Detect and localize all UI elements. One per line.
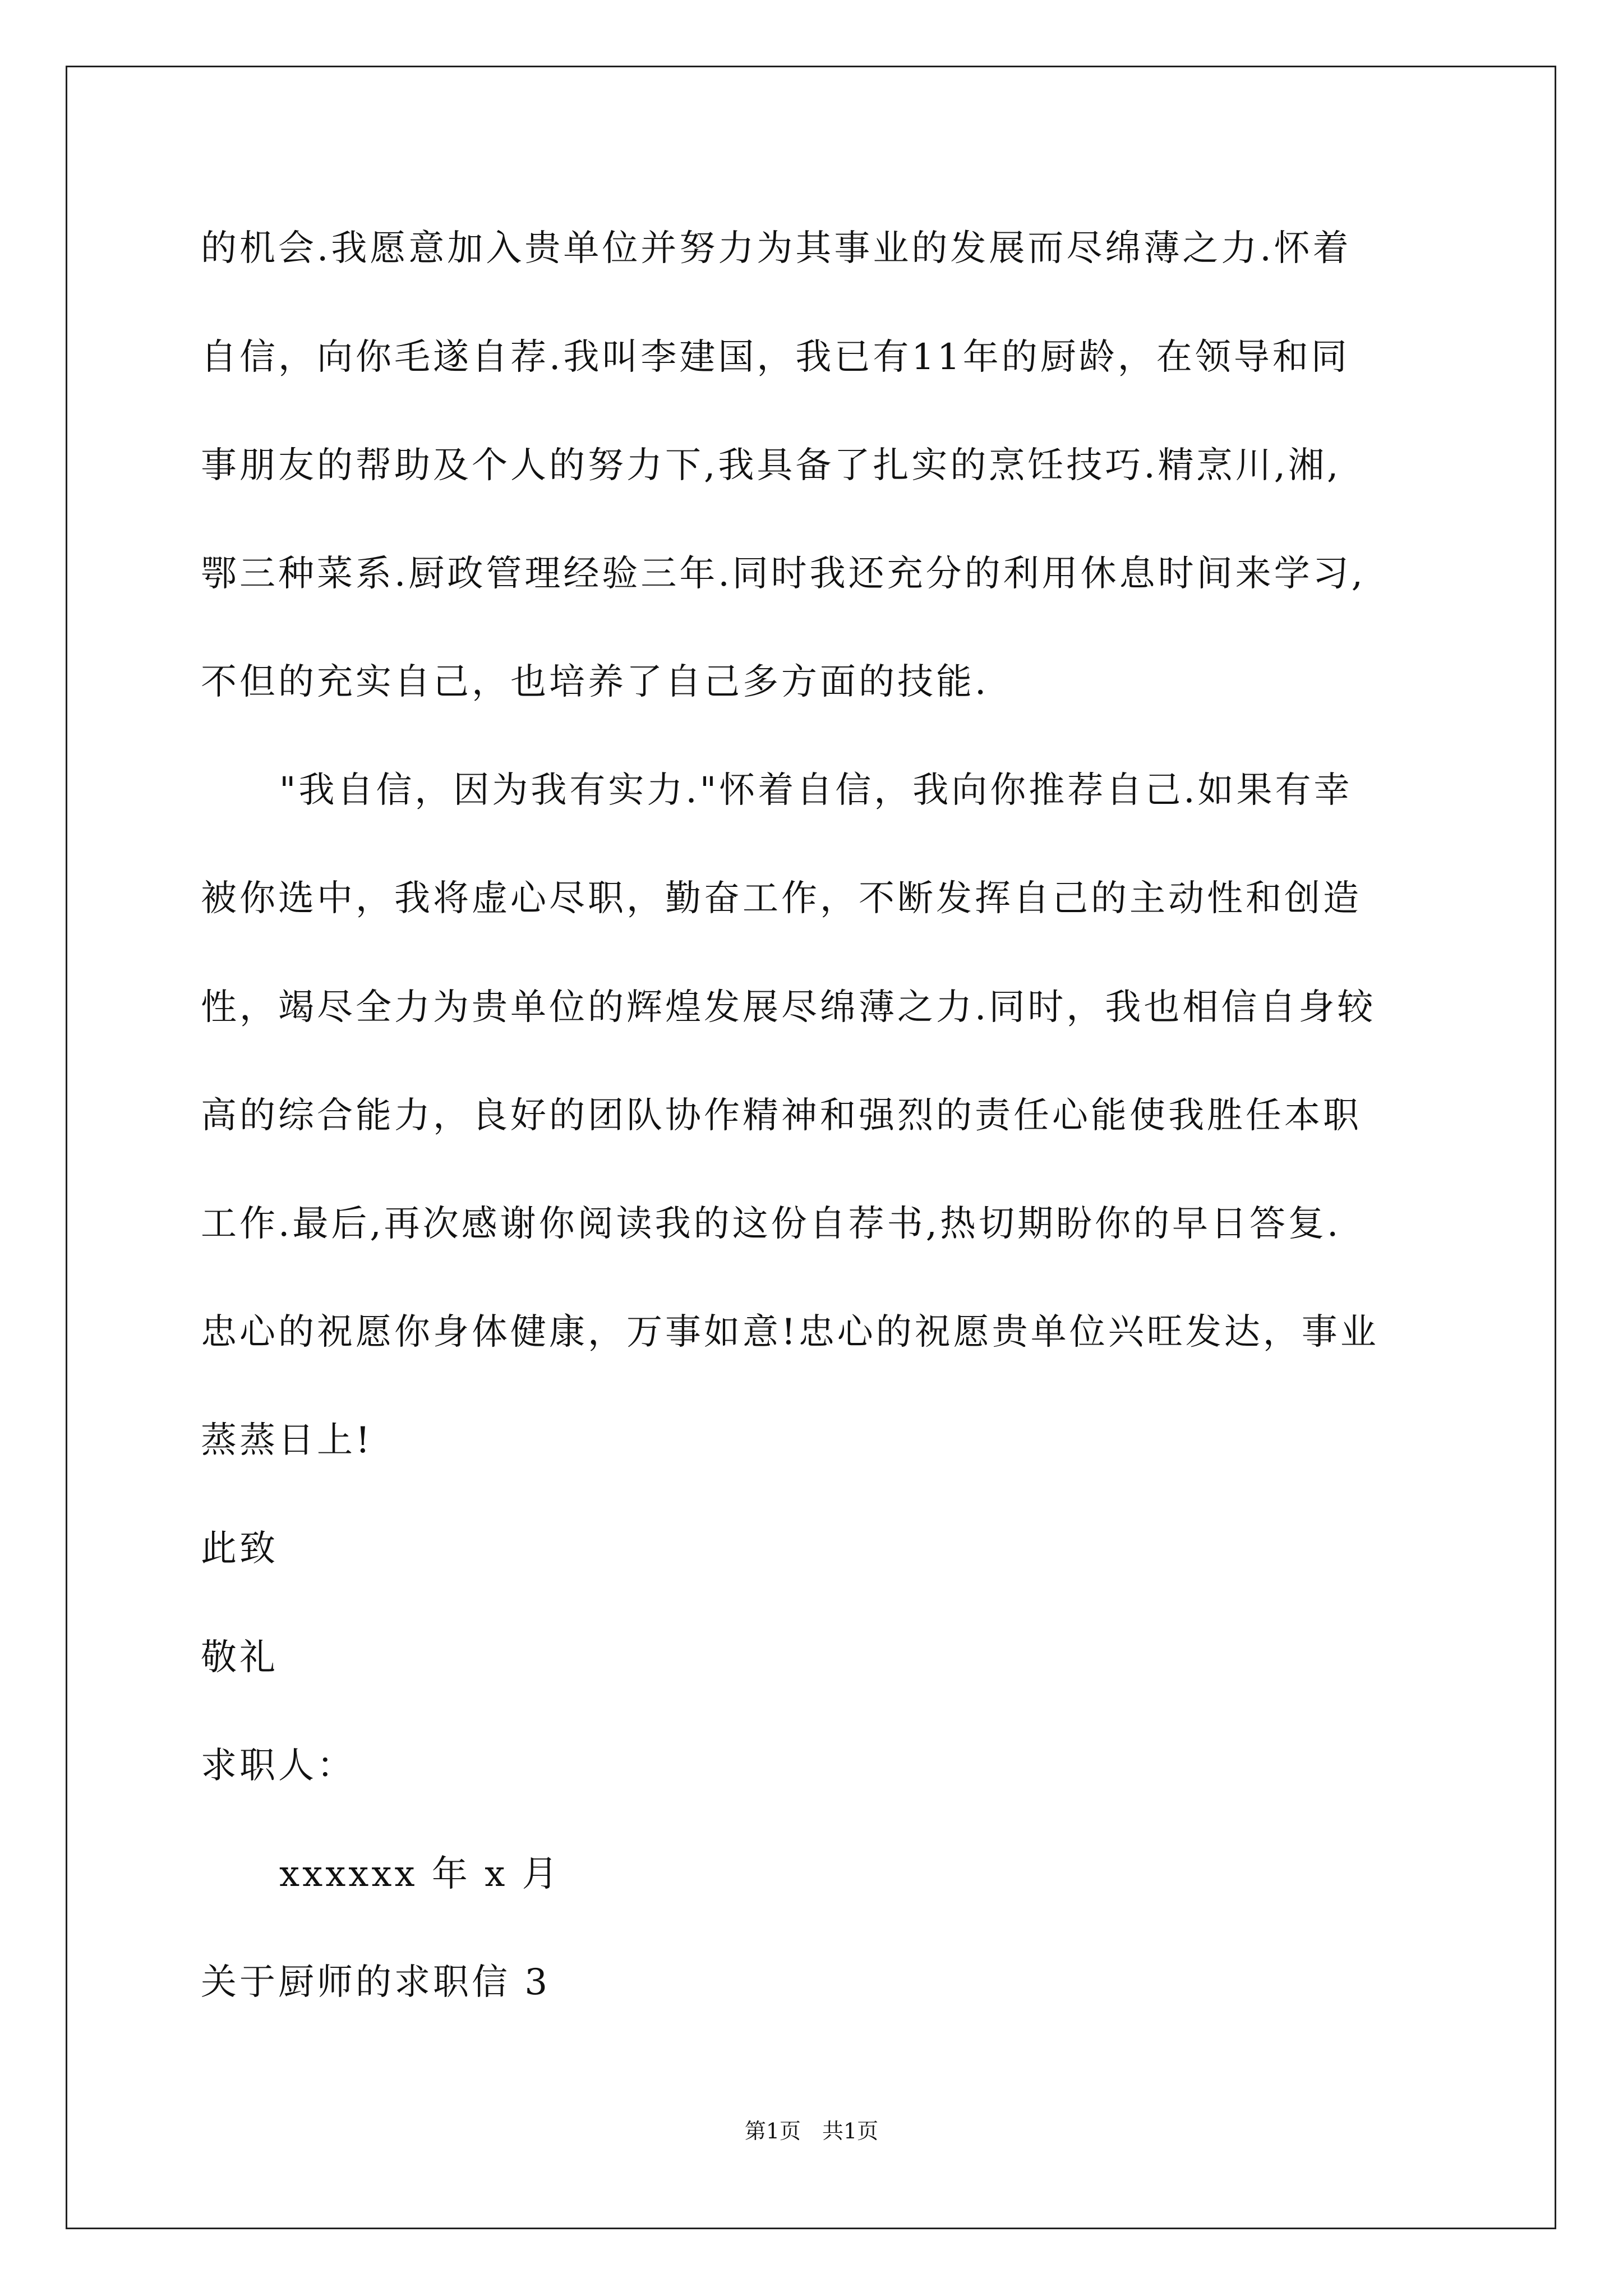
body-line: 忠心的祝愿你身体健康，万事如意!忠心的祝愿贵单位兴旺发达，事业 — [201, 1312, 1379, 1353]
closing-text: 此致 — [201, 1528, 278, 1570]
next-heading: 关于厨师的求职信 3 — [201, 1962, 551, 2003]
body-line: 性，竭尽全力为贵单位的辉煌发展尽绵薄之力.同时，我也相信自身较 — [201, 987, 1376, 1028]
body-line: 鄂三种菜系.厨政管理经验三年.同时我还充分的利用休息时间来学习, — [201, 553, 1366, 595]
page-footer: 第1页 共1页 — [744, 2119, 879, 2143]
body-line: 不但的充实自己，也培养了自己多方面的技能. — [201, 661, 989, 703]
body-line: 自信，向你毛遂自荐.我叫李建国，我已有11年的厨龄，在领导和同 — [201, 337, 1350, 378]
applicant-label: 求职人： — [201, 1745, 356, 1787]
body-line: 蒸蒸日上! — [201, 1420, 373, 1461]
page-frame — [66, 66, 1556, 2229]
body-line-indented: "我自信，因为我有实力."怀着自信，我向你推荐自己.如果有幸 — [279, 770, 1353, 811]
body-line: 事朋友的帮助及个人的努力下,我具备了扎实的烹饪技巧.精烹川,湘, — [201, 445, 1341, 486]
salutation-text: 敬礼 — [201, 1637, 278, 1678]
body-line: 被你选中，我将虚心尽职，勤奋工作，不断发挥自己的主动性和创造 — [201, 878, 1362, 919]
body-line: 高的综合能力，良好的团队协作精神和强烈的责任心能使我胜任本职 — [201, 1095, 1362, 1137]
body-line: 的机会.我愿意加入贵单位并努力为其事业的发展而尽绵薄之力.怀着 — [201, 228, 1352, 269]
body-line: 工作.最后,再次感谢你阅读我的这份自荐书,热切期盼你的早日答复. — [201, 1203, 1341, 1245]
date-text: xxxxxx 年 x 月 — [279, 1853, 561, 1895]
